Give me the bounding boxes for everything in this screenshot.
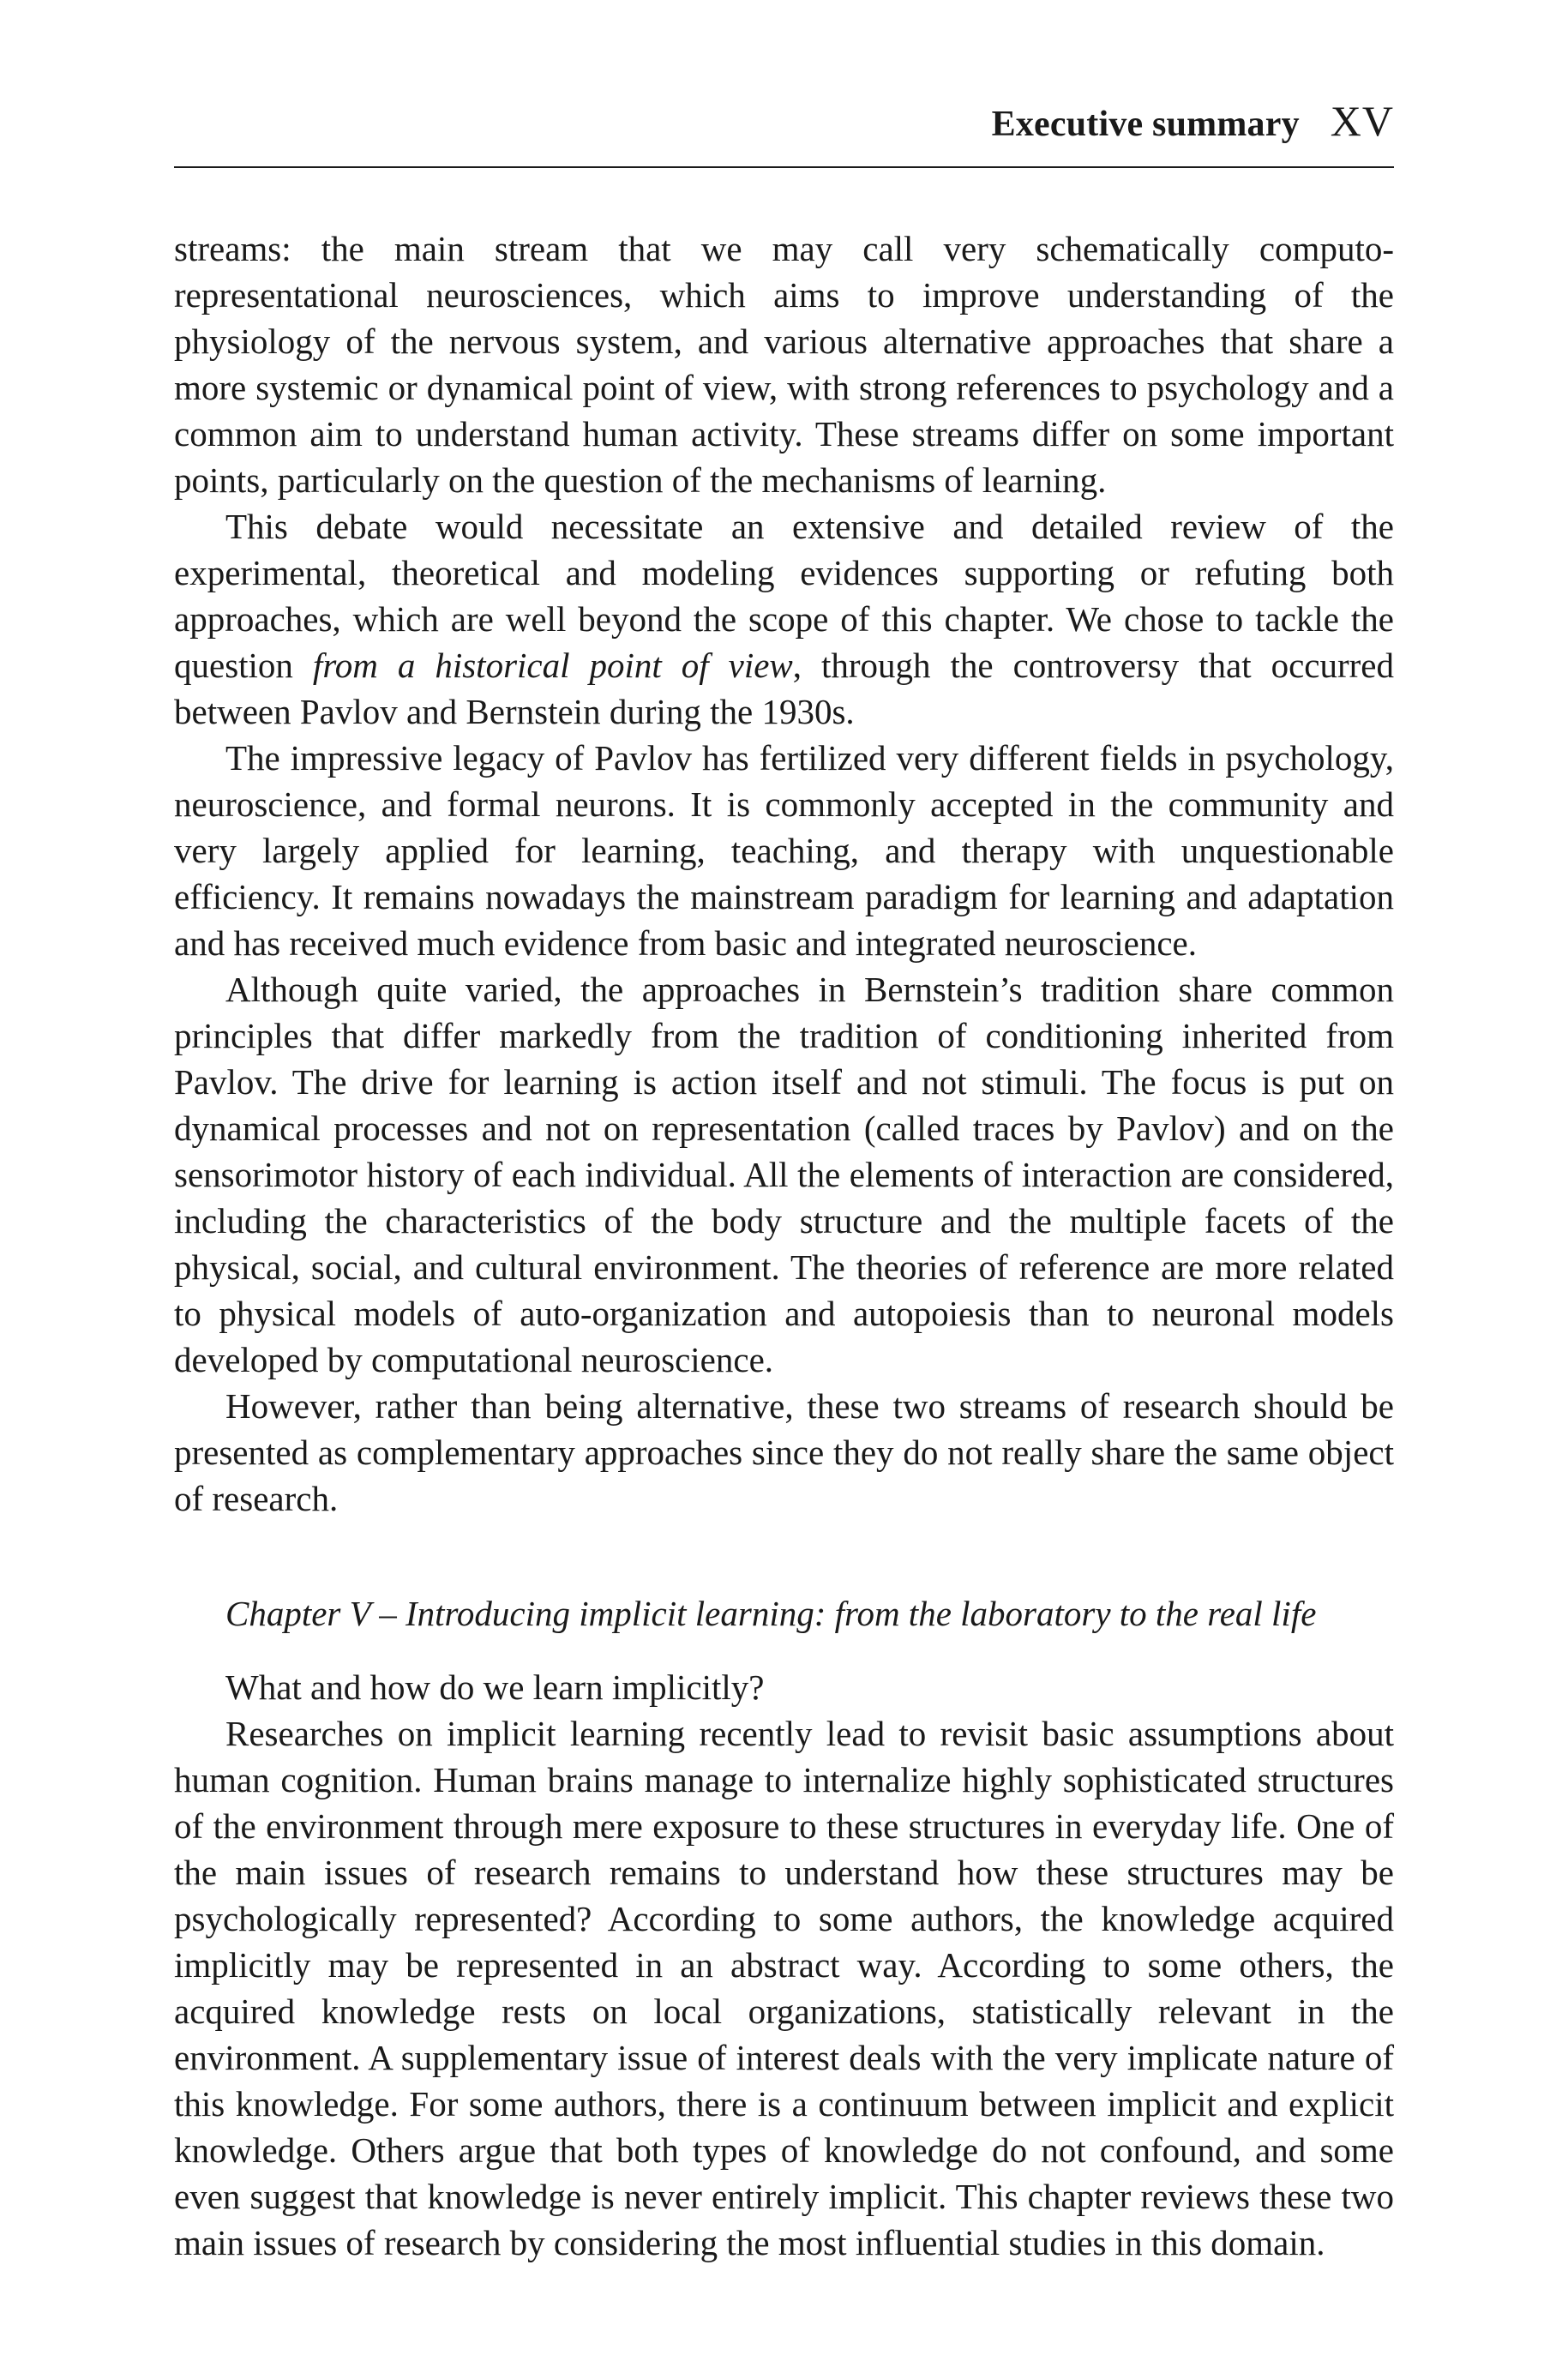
chapter-v-heading: Chapter V – Introducing implicit learning: from the laboratory to the real life xyxy=(225,1594,1317,1633)
paragraph-complementary: However, rather than being alternative, these two streams of research should be presented as complementary approaches since they do not really share the same object of research. xyxy=(174,1386,1394,1518)
paragraph-debate xyxy=(174,503,1394,735)
paragraph-debate-emphasis: from a historical point of view xyxy=(312,646,793,685)
body-text xyxy=(174,225,1394,2266)
page-number: XV xyxy=(1330,97,1394,145)
running-header xyxy=(174,96,1394,156)
paragraph-pavlov-legacy: The impressive legacy of Pavlov has fertilized very different fields in psychology, neuroscience, and formal neurons. It is commonly accepted in the community and very largely applied for learning, teaching, and therapy with unquestionable efficiency. It remains nowadays the mainstream paradigm for learning and adaptation and has received much evidence from basic and integrated neuroscience. xyxy=(174,738,1394,963)
paragraph-implicit-learning: Researches on implicit learning recently lead to revisit basic assumptions about human cognition. Human brains manage to internalize highly sophisticated structures of the environment through mere exposure to these structures in everyday life. One of the main issues of research remains to understand how these structures may be psychologically represented? According to some authors, the knowledge acquired implicitly may be represented in an abstract way. According to some others, the acquired knowledge rests on local organizations, statistically relevant in the environment. A supplementary issue of interest deals with the very implicate nature of this knowledge. For some authors, there is a continuum between implicit and explicit knowledge. Others argue that both types of knowledge do not confound, and some even suggest that knowledge is never entirely implicit. This chapter reviews these two main issues of research by considering the most influential studies in this domain. xyxy=(174,1714,1394,2262)
paragraph-question: What and how do we learn implicitly? xyxy=(225,1667,765,1707)
paragraph-debate-text-1: This debate would necessitate an extensive and detailed review of the experimental, theoretical and modeling evidences supporting or refuting both approaches, which are well beyond the scope of this chapter. We chose to tackle the question xyxy=(174,507,1394,685)
paragraph-streams: streams: the main stream that we may call very schematically computo-representational neurosciences, which aims to improve understanding of the physiology of the nervous system, and various alternative approaches that share a more systemic or dynamical point of view, with strong references to psychology and a common aim to understand human activity. These streams differ on some important points, particularly on the question of the mechanisms of learning. xyxy=(174,229,1394,500)
paragraph-bernstein-tradition: Although quite varied, the approaches in Bernstein’s tradition share common principles that differ markedly from the tradition of conditioning inherited from Pavlov. The drive for learning is action itself and not stimuli. The focus is put on dynamical processes and not on representation (called traces by Pavlov) and on the sensorimotor history of each individual. All the elements of interaction are considered, including the characteristics of the body structure and the multiple facets of the physical, social, and cultural environment. The theories of reference are more related to physical models of auto-organization and autopoiesis than to neuronal models developed by computational neuroscience. xyxy=(174,970,1394,1379)
paragraph-debate-text-2: , through the controversy that occurred between Pavlov and Bernstein during the 1930s. xyxy=(174,646,1394,731)
running-title: Executive summary xyxy=(991,105,1300,144)
header-rule xyxy=(174,166,1394,168)
